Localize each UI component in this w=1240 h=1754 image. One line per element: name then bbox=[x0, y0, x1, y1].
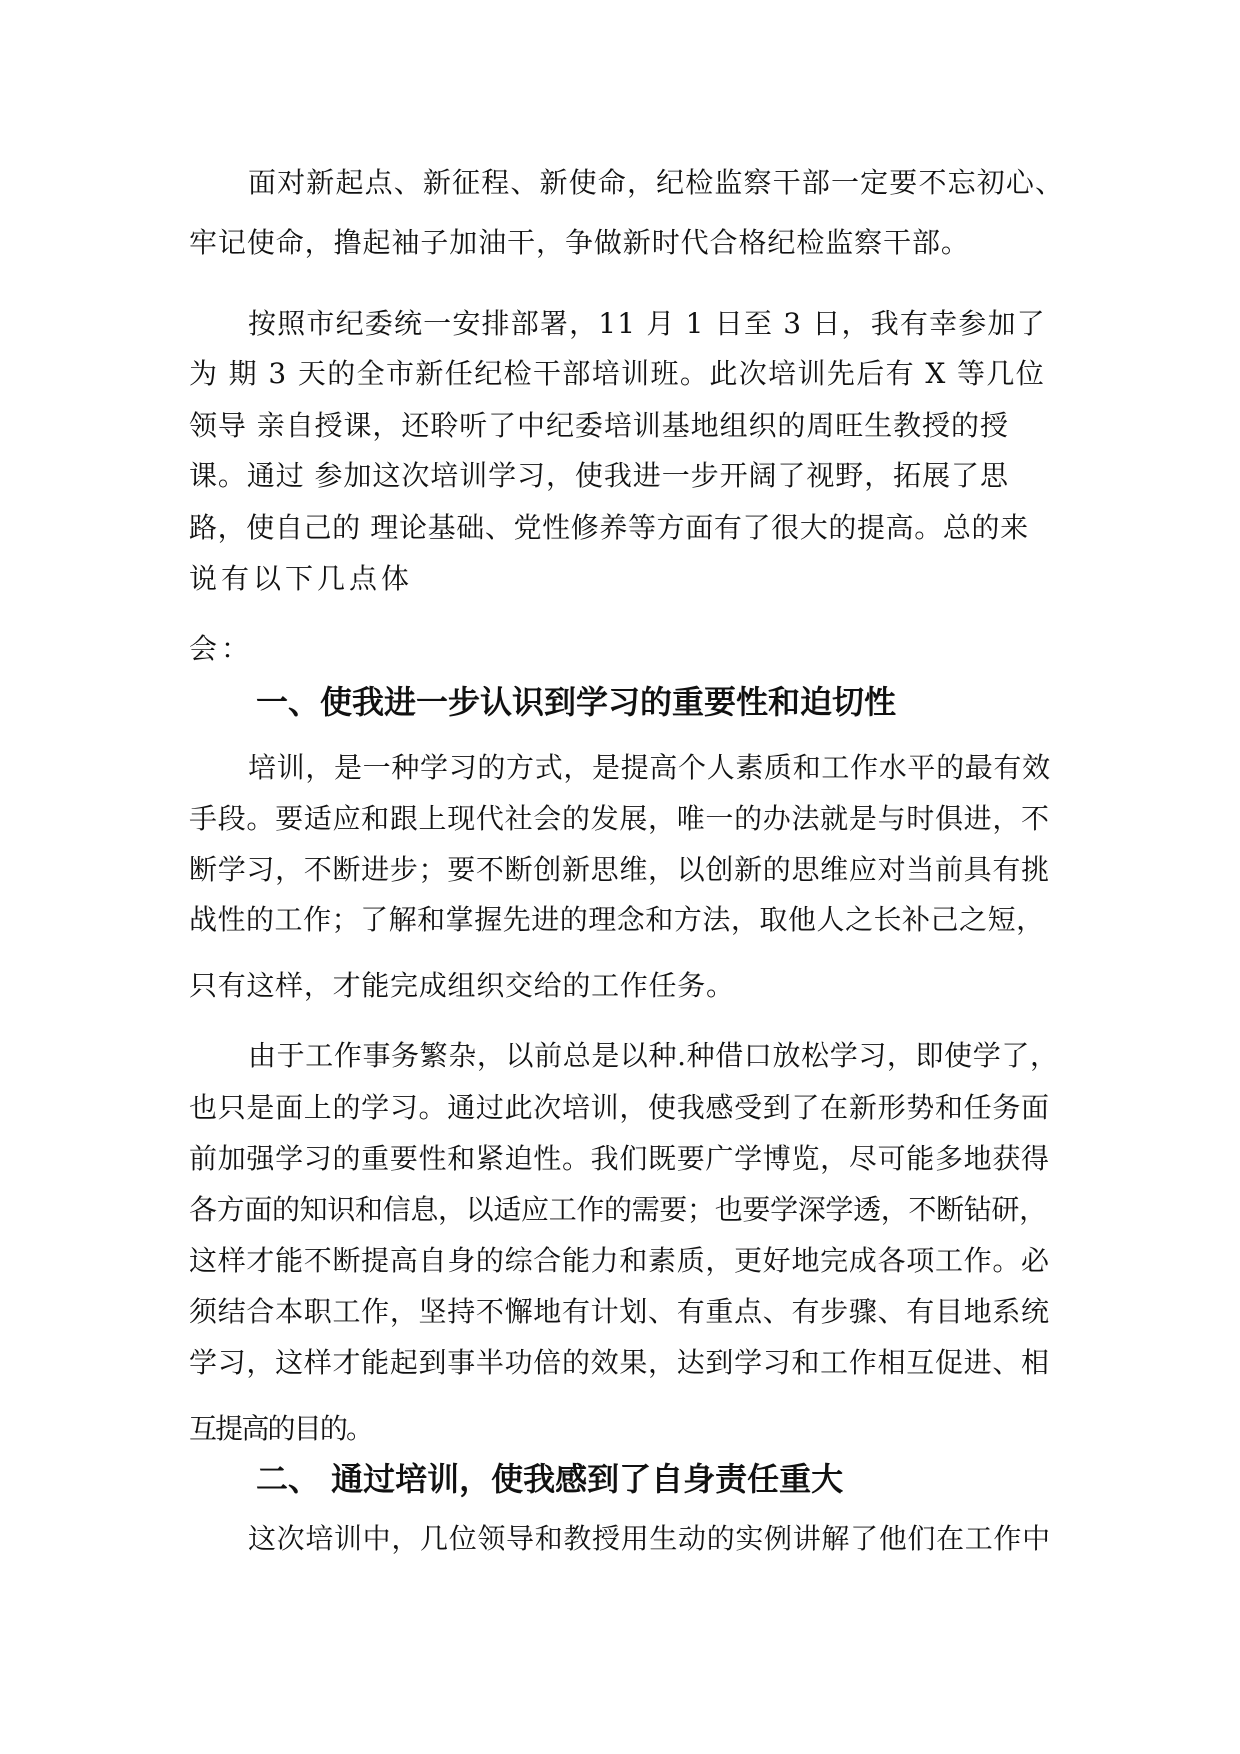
paragraph-line: 说有以下几点体 bbox=[189, 562, 414, 595]
paragraph-line: 这次培训中，几位领导和教授用生动的实例讲解了他们在工作中 bbox=[248, 1522, 1051, 1555]
section-heading: 一、使我进一步认识到学习的重要性和迫切性 bbox=[256, 683, 897, 721]
paragraph-line: 面对新起点、新征程、新使命，纪检监察干部一定要不忘初心、 bbox=[248, 166, 1065, 199]
paragraph-line: 须结合本职工作，坚持不懈地有计划、有重点、有步骤、有目地系统 bbox=[189, 1295, 1050, 1328]
paragraph-line: 也只是面上的学习。通过此次培训，使我感受到了在新形势和任务面 bbox=[189, 1091, 1050, 1124]
paragraph-line: 会： bbox=[189, 632, 254, 665]
paragraph-line: 为 期 3 天的全市新任纪检干部培训班。此次培训先后有 X 等几位 bbox=[189, 357, 1046, 390]
paragraph-line: 领导 亲自授课，还聆听了中纪委培训基地组织的周旺生教授的授 bbox=[189, 409, 1009, 442]
paragraph-line: 只有这样，才能完成组织交给的工作任务。 bbox=[189, 969, 735, 1002]
paragraph-line: 手段。要适应和跟上现代社会的发展，唯一的办法就是与时俱进，不 bbox=[189, 802, 1050, 835]
paragraph-line: 战性的工作；了解和掌握先进的理念和方法，取他人之长补己之短， bbox=[189, 903, 1045, 936]
paragraph-line: 按照市纪委统一安排部署，11 月 1 日至 3 日，我有幸参加了 bbox=[248, 307, 1046, 340]
section-heading: 二、 通过培训，使我感到了自身责任重大 bbox=[256, 1460, 844, 1498]
paragraph-line: 培训，是一种学习的方式，是提高个人素质和工作水平的最有效 bbox=[248, 751, 1051, 784]
paragraph-line: 课。通过 参加这次培训学习，使我进一步开阔了视野，拓展了思 bbox=[189, 459, 1009, 492]
paragraph-line: 前加强学习的重要性和紧迫性。我们既要广学博览，尽可能多地获得 bbox=[189, 1142, 1050, 1175]
paragraph-line: 互提高的目的。 bbox=[189, 1412, 373, 1445]
paragraph-line: 学习，这样才能起到事半功倍的效果，达到学习和工作相互促进、相 bbox=[189, 1346, 1050, 1379]
paragraph-line: 各方面的知识和信息，以适应工作的需要；也要学深学透，不断钻研， bbox=[189, 1193, 1047, 1226]
paragraph-line: 这样才能不断提高自身的综合能力和素质，更好地完成各项工作。必 bbox=[189, 1244, 1050, 1277]
paragraph-line: 牢记使命，撸起袖子加油干，争做新时代合格纪检监察干部。 bbox=[189, 226, 970, 259]
paragraph-line: 断学习，不断进步；要不断创新思维，以创新的思维应对当前具有挑 bbox=[189, 853, 1050, 886]
paragraph-line: 由于工作事务繁杂，以前总是以种.种借口放松学习，即使学了， bbox=[248, 1039, 1059, 1072]
paragraph-line: 路，使自己的 理论基础、党性修养等方面有了很大的提高。总的来 bbox=[189, 511, 1029, 544]
